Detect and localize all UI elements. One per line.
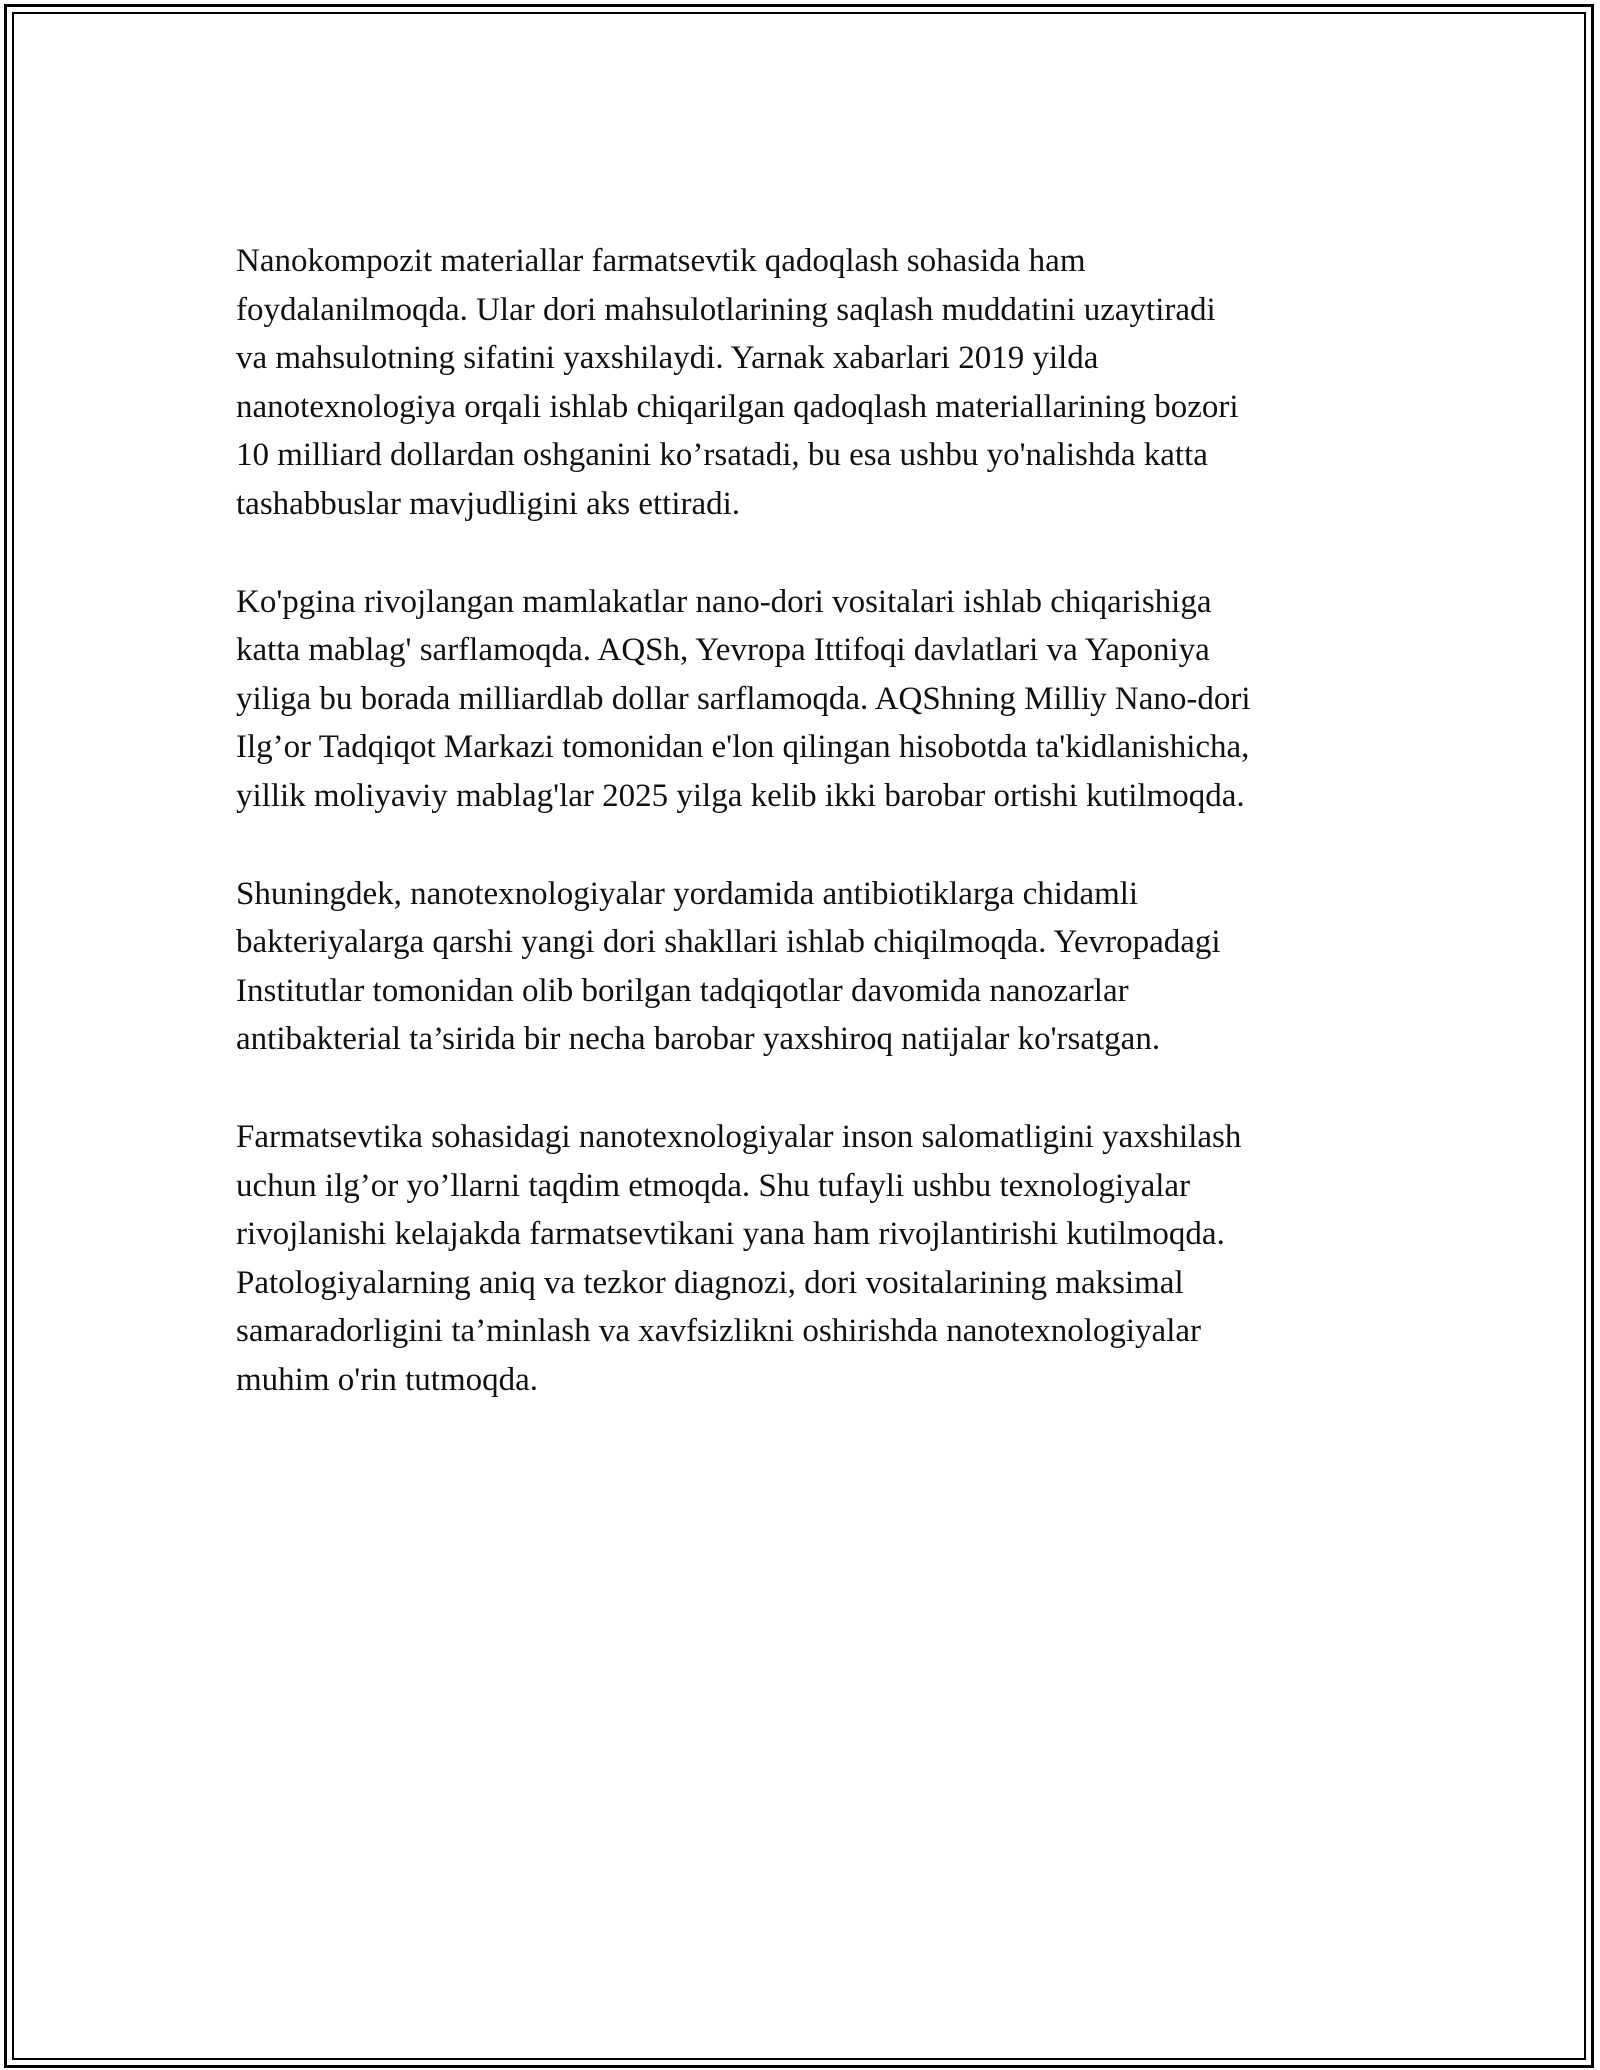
paragraph-line: Ilg’or Tadqiqot Markazi tomonidan e'lon qilingan hisobotda ta'kidlanishicha, [236, 729, 1250, 766]
paragraph-line: Shuningdek, nanotexnologiyalar yordamida antibiotiklarga chidamli [236, 875, 1139, 912]
paragraph-line: tashabbuslar mavjudligini aks ettiradi. [236, 485, 741, 522]
paragraph-line: nanotexnologiya orqali ishlab chiqarilgan qadoqlash materiallarining bozori [236, 388, 1239, 425]
paragraph-line: Nanokompozit materiallar farmatsevtik qadoqlash sohasida ham [236, 243, 1086, 279]
paragraph-line: Patologiyalarning aniq va tezkor diagnozi, dori vositalarining maksimal [236, 1264, 1184, 1301]
paragraph-line: yiliga bu borada milliardlab dollar sarflamoqda. AQShning Milliy Nano-dori [236, 680, 1251, 717]
paragraph-line: bakteriyalarga qarshi yangi dori shakllari ishlab chiqilmoqda. Yevropadagi [236, 924, 1221, 961]
document-body [236, 237, 1386, 1453]
paragraph-line: Farmatsevtika sohasidagi nanotexnologiyalar inson salomatligini yaxshilash [236, 1118, 1242, 1155]
paragraph-line: 10 milliard dollardan oshganini ko’rsatadi, bu esa ushbu yo'nalishda katta [236, 437, 1208, 474]
paragraph-4 [236, 1113, 1386, 1405]
paragraph-line: yillik moliyaviy mablag'lar 2025 yilga kelib ikki barobar ortishi kutilmoqda. [236, 777, 1245, 814]
paragraph-line: Institutlar tomonidan olib borilgan tadqiqotlar davomida nanozarlar [236, 972, 1129, 1009]
paragraph-line: samaradorligini ta’minlash va xavfsizlikni oshirishda nanotexnologiyalar [236, 1313, 1202, 1350]
paragraph-3 [236, 870, 1386, 1064]
paragraph-2 [236, 578, 1386, 821]
paragraph-line: muhim o'rin tutmoqda. [236, 1361, 539, 1398]
paragraph-line: rivojlanishi kelajakda farmatsevtikani yana ham rivojlantirishi kutilmoqda. [236, 1216, 1225, 1253]
paragraph-line: foydalanilmoqda. Ular dori mahsulotlarining saqlash muddatini uzaytiradi [236, 291, 1216, 328]
paragraph-line: katta mablag' sarflamoqda. AQSh, Yevropa Ittifoqi davlatlari va Yaponiya [236, 632, 1210, 669]
paragraph-line: Ko'pgina rivojlangan mamlakatlar nano-dori vositalari ishlab chiqarishiga [236, 583, 1212, 620]
paragraph-line: uchun ilg’or yo’llarni taqdim etmoqda. Shu tufayli ushbu texnologiyalar [236, 1167, 1191, 1204]
paragraph-1 [236, 237, 1386, 529]
paragraph-line: antibakterial ta’sirida bir necha barobar yaxshiroq natijalar ko'rsatgan. [236, 1021, 1161, 1058]
paragraph-line: va mahsulotning sifatini yaxshilaydi. Yarnak xabarlari 2019 yilda [236, 340, 1099, 377]
